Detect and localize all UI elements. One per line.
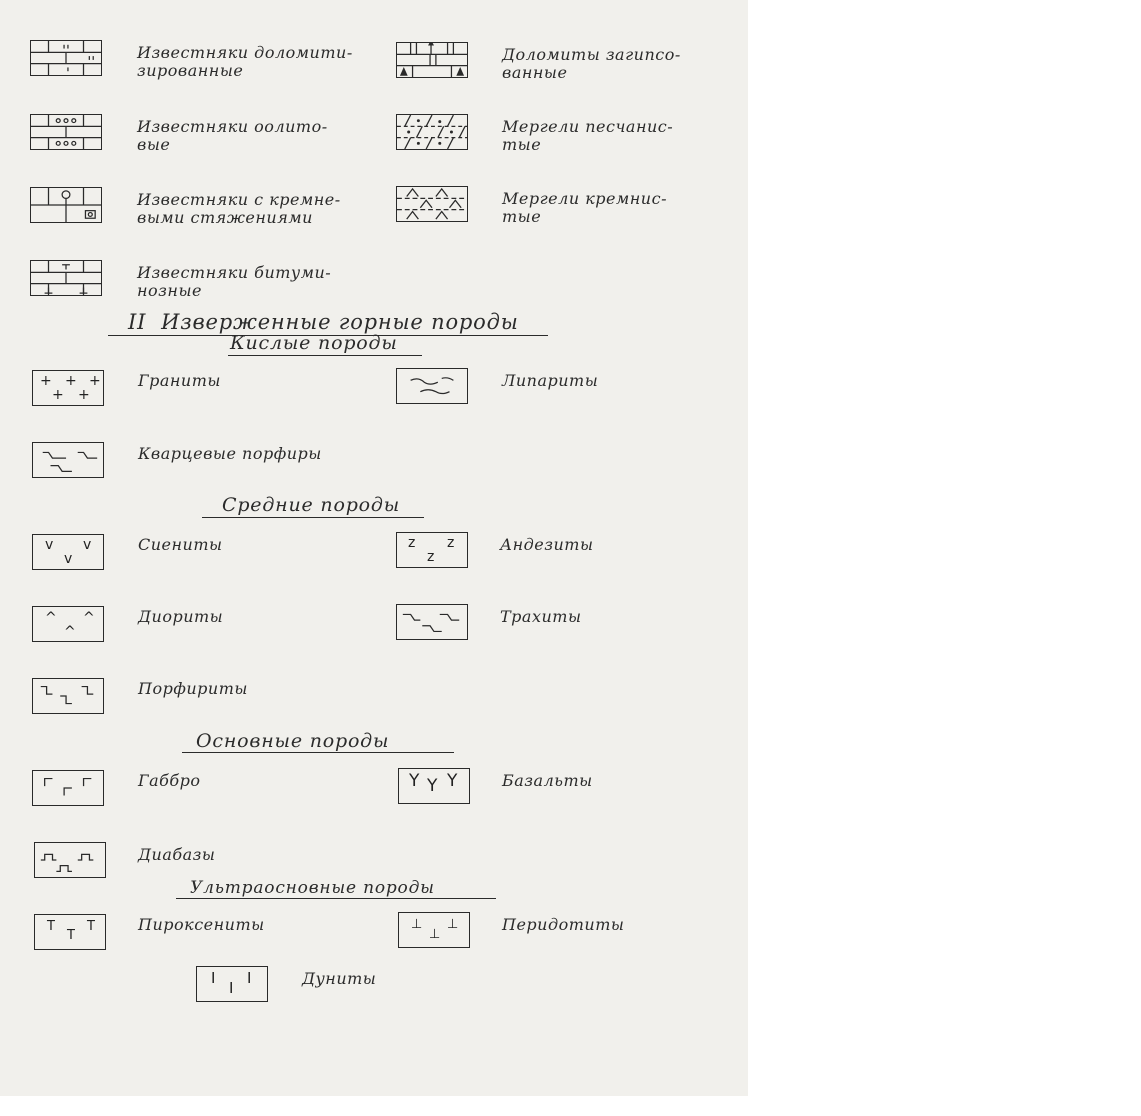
oolitic-limestone-label: Известняки оолито- вые: [137, 117, 328, 154]
granite-symbol: + + + + +: [32, 370, 104, 406]
intermediate-rocks-underline: [202, 517, 424, 518]
siliceous-marl-label: Мергели кремнис- тые: [502, 189, 667, 226]
diorite-symbol: ^ ^ ^: [32, 606, 104, 642]
peridotite-symbol: ⊥ ⊥ ⊥: [398, 912, 470, 948]
pyroxenite-symbol: T T T: [34, 914, 106, 950]
siliceous-marl-symbol: [396, 186, 468, 222]
sandy-marl-symbol: [396, 114, 468, 150]
gabbro-label: Габбро: [138, 771, 201, 790]
gabbro-symbol: [32, 770, 104, 806]
andesite-label: Андезиты: [500, 535, 594, 554]
liparite-label: Липариты: [502, 371, 599, 390]
liparite-symbol: [396, 368, 468, 404]
section-numeral: II: [128, 310, 147, 334]
bituminous-limestone-label: Известняки битуми- нозные: [137, 263, 332, 300]
dunite-symbol: I I I: [196, 966, 268, 1002]
sandy-marl-label: Мергели песчанис- тые: [502, 117, 674, 154]
bituminous-limestone-symbol: [30, 260, 102, 296]
dolomite-gypsum-symbol: [396, 42, 468, 78]
acid-rocks-heading: Кислые породы: [230, 332, 398, 354]
quartz-porphyry-symbol: [32, 442, 104, 478]
syenite-label: Сиениты: [138, 535, 223, 554]
basic-rocks-heading: Основные породы: [196, 730, 390, 752]
siliceous-concretion-limestone-label: Известняки с кремне- выми стяжениями: [137, 190, 341, 227]
basic-rocks-underline: [182, 752, 454, 753]
granite-label: Граниты: [138, 371, 221, 390]
trachyte-label: Трахиты: [500, 607, 582, 626]
acid-rocks-underline: [228, 355, 422, 356]
oolitic-limestone-symbol: [30, 114, 102, 150]
basalt-symbol: Y Y Y: [398, 768, 470, 804]
diabase-label: Диабазы: [138, 845, 216, 864]
diabase-symbol: [34, 842, 106, 878]
dolomitized-limestone-label: Известняки доломити- зированные: [137, 43, 353, 80]
peridotite-label: Перидотиты: [502, 915, 625, 934]
basalt-label: Базальты: [502, 771, 593, 790]
dolomitized-limestone-symbol: [30, 40, 102, 76]
dunite-label: Дуниты: [302, 969, 377, 988]
trachyte-symbol: [396, 604, 468, 640]
ultrabasic-rocks-heading: Ультраосновные породы: [190, 878, 435, 898]
andesite-symbol: z z z: [396, 532, 468, 568]
diorite-label: Диориты: [138, 607, 224, 626]
siliceous-concretion-limestone-symbol: [30, 187, 102, 223]
porphyrite-symbol: [32, 678, 104, 714]
syenite-symbol: v v v: [32, 534, 104, 570]
section-title: Изверженные горные породы: [161, 310, 519, 334]
quartz-porphyry-label: Кварцевые порфиры: [138, 444, 322, 463]
igneous-rocks-heading: [128, 310, 519, 334]
dolomite-gypsum-label: Доломиты загипсо- ванные: [502, 45, 681, 82]
porphyrite-label: Порфириты: [138, 679, 248, 698]
ultrabasic-rocks-underline: [176, 898, 496, 899]
intermediate-rocks-heading: Средние породы: [222, 494, 401, 516]
pyroxenite-label: Пироксениты: [138, 915, 265, 934]
